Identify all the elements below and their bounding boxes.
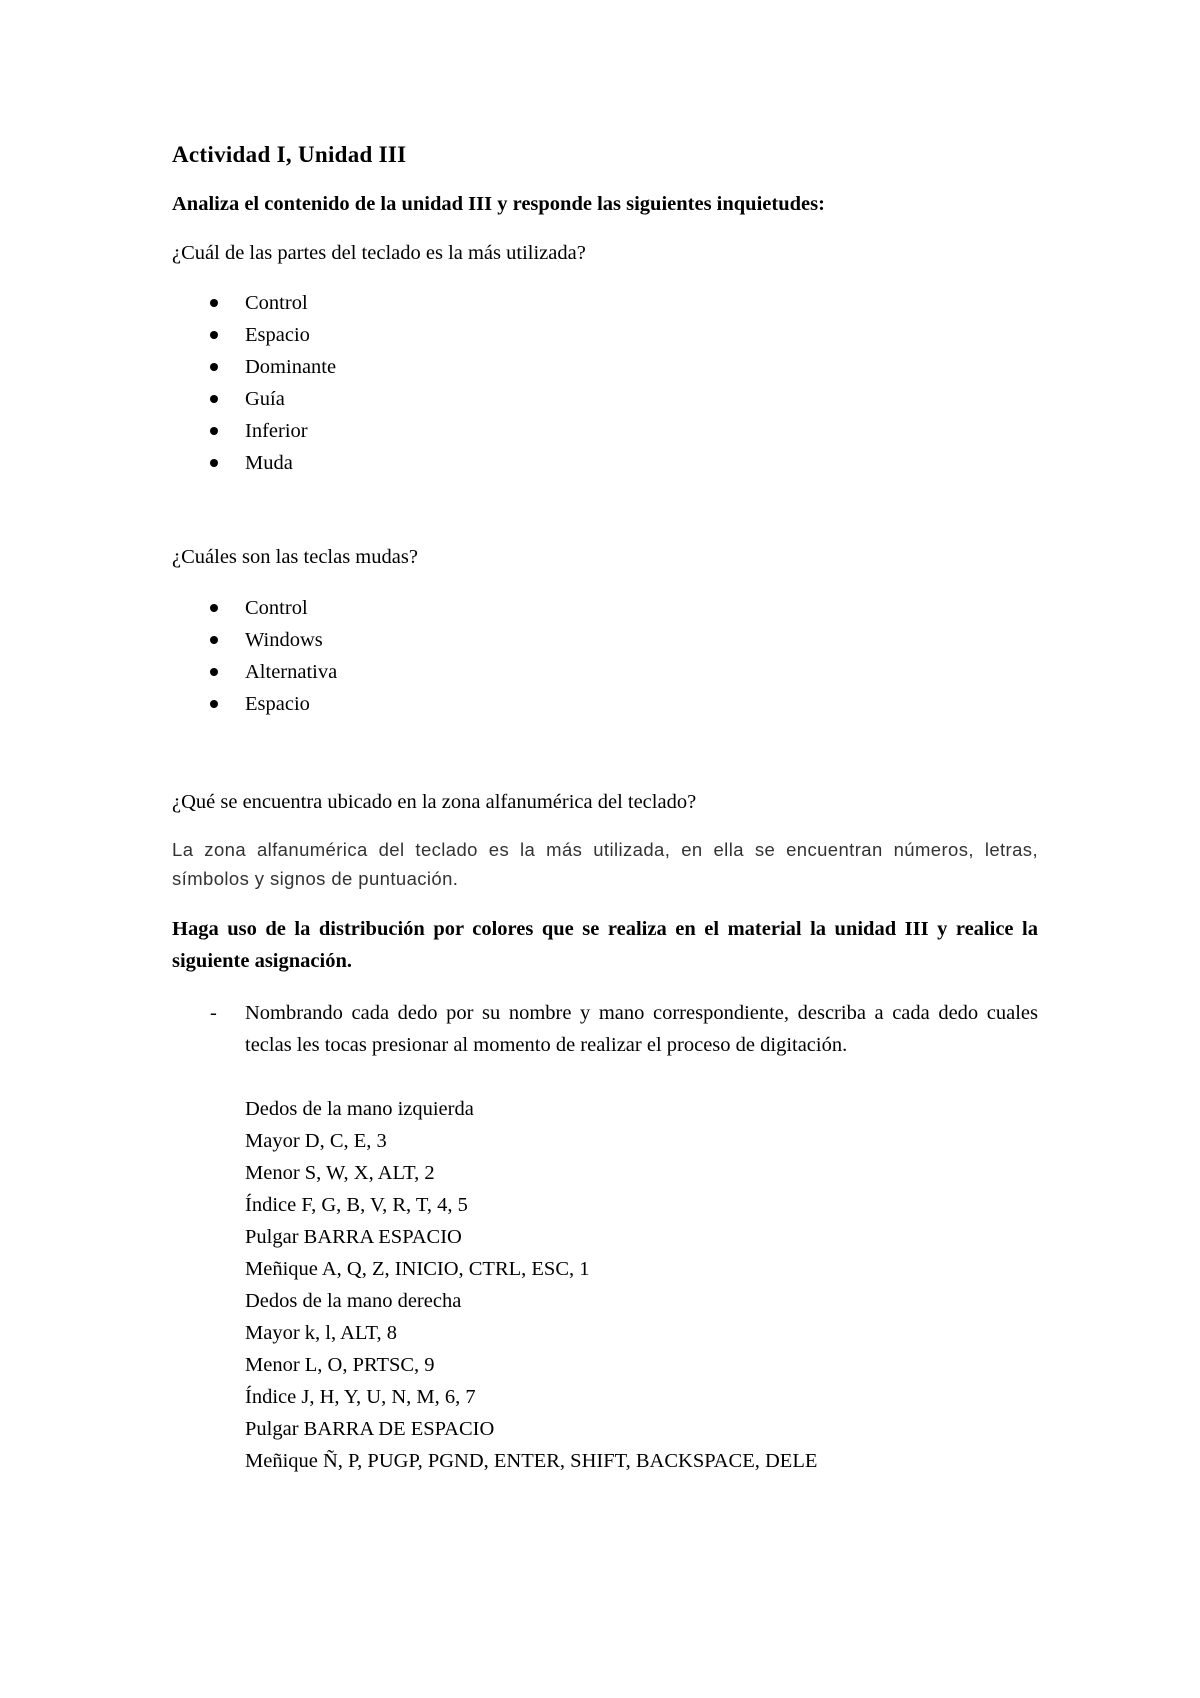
list-item: Menor L, O, PRTSC, 9	[245, 1353, 435, 1376]
list-item: Guía	[172, 383, 1038, 415]
bullet-icon	[210, 331, 218, 339]
list-item: Meñique Ñ, P, PUGP, PGND, ENTER, SHIFT, BACKSPACE, DELE	[245, 1449, 818, 1472]
list-item: Control	[172, 592, 1038, 624]
list-item: Pulgar BARRA ESPACIO	[245, 1225, 462, 1248]
finger-key-list	[172, 1093, 1038, 1477]
bullet-icon	[210, 459, 218, 467]
list-item: Muda	[172, 447, 1038, 479]
list-item: Menor S, W, X, ALT, 2	[245, 1161, 435, 1184]
list-item: Índice J, H, Y, U, N, M, 6, 7	[245, 1385, 476, 1408]
bullet-icon	[210, 363, 218, 371]
document-page	[172, 140, 1038, 1477]
question-3: ¿Qué se encuentra ubicado en la zona alfanumérica del teclado?	[172, 790, 697, 813]
list-item: Meñique A, Q, Z, INICIO, CTRL, ESC, 1	[245, 1257, 590, 1280]
list-item: Espacio	[172, 319, 1038, 351]
list-item: Espacio	[172, 688, 1038, 720]
list-item: Windows	[172, 624, 1038, 656]
assignment-task	[172, 997, 1038, 1061]
answer-list-1	[172, 287, 1038, 479]
list-item: Índice F, G, B, V, R, T, 4, 5	[245, 1193, 468, 1216]
list-item: Inferior	[172, 415, 1038, 447]
dash-marker: -	[210, 1001, 217, 1024]
bullet-icon	[210, 395, 218, 403]
answer-paragraph: La zona alfanumérica del teclado es la más utilizada, en ella se encuentran números, letras, símbolos y signos de puntuación.	[172, 838, 1038, 889]
list-item: Alternativa	[172, 656, 1038, 688]
bullet-icon	[210, 668, 218, 676]
bullet-icon	[210, 299, 218, 307]
instruction-text: Analiza el contenido de la unidad III y responde las siguientes inquietudes:	[172, 192, 825, 215]
bullet-icon	[210, 700, 218, 708]
list-item: Dedos de la mano izquierda	[245, 1097, 474, 1120]
list-item: Mayor k, l, ALT, 8	[245, 1321, 398, 1344]
list-item: Dominante	[172, 351, 1038, 383]
list-item: Control	[172, 287, 1038, 319]
assignment-heading: Haga uso de la distribución por colores que se realiza en el material la unidad III y realice la siguiente asignación.	[172, 917, 1038, 972]
answer-list-2	[172, 592, 1038, 720]
document-title: Actividad I, Unidad III	[172, 142, 407, 167]
list-item: Mayor D, C, E, 3	[245, 1129, 387, 1152]
bullet-icon	[210, 604, 218, 612]
question-1: ¿Cuál de las partes del teclado es la más utilizada?	[172, 241, 586, 264]
bullet-icon	[210, 636, 218, 644]
task-text: Nombrando cada dedo por su nombre y mano correspondiente, describa a cada dedo cuales teclas les tocas presionar al momento de realizar el proceso de digitación.	[245, 1001, 1038, 1056]
list-item: Pulgar BARRA DE ESPACIO	[245, 1417, 495, 1440]
bullet-icon	[210, 427, 218, 435]
question-2: ¿Cuáles son las teclas mudas?	[172, 546, 418, 569]
list-item: Dedos de la mano derecha	[245, 1289, 462, 1312]
